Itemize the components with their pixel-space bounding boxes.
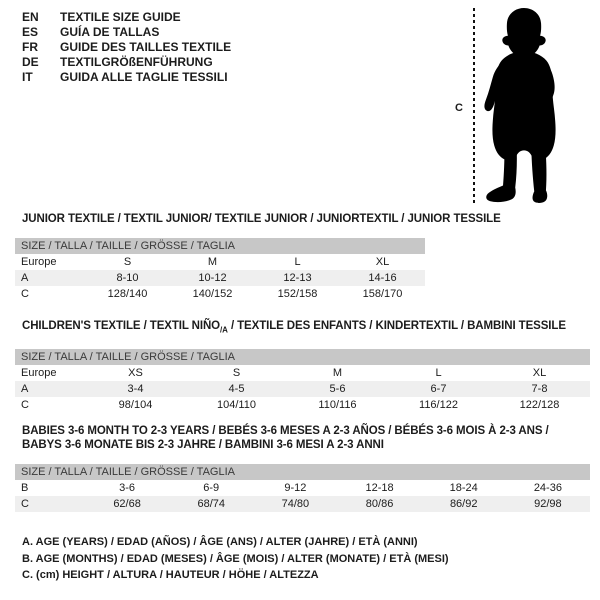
lang-row-fr [22, 40, 231, 55]
table-cell: L [435, 367, 442, 380]
lang-label: TEXTILE SIZE GUIDE [60, 10, 181, 24]
size-header-row [15, 238, 425, 254]
table-cell: 140/152 [192, 288, 233, 300]
junior-table-title: JUNIOR TEXTILE / TEXTIL JUNIOR/ TEXTILE JUNIOR / JUNIORTEXTIL / JUNIOR TESSILE [22, 213, 501, 225]
table-cell: 14-16 [340, 270, 425, 286]
table-cell: 74/80 [253, 496, 337, 512]
lang-row-en [22, 10, 231, 25]
table-cell: A [15, 270, 85, 286]
table-cell: 116/122 [419, 399, 458, 412]
size-header-row [15, 464, 590, 480]
table-cell: 12-13 [255, 270, 340, 286]
junior-textile-section [15, 212, 501, 302]
table-cell: XL [532, 367, 547, 380]
table-cell: 92/98 [506, 496, 590, 512]
table-cell: 62/68 [85, 496, 169, 512]
height-marker-label: C [455, 102, 463, 114]
table-cell: 10-12 [170, 270, 255, 286]
size-header-label: SIZE / TALLA / TAILLE / GRÖSSE / TAGLIA [15, 349, 590, 365]
table-cell: 4-5 [186, 381, 287, 397]
legend-notes [22, 534, 449, 584]
junior-size-table [15, 238, 425, 302]
table-cell: A [15, 381, 85, 397]
table-cell: C [21, 399, 29, 412]
size-header-label: SIZE / TALLA / TAILLE / GRÖSSE / TAGLIA [15, 238, 425, 254]
children-title-post: / TEXTILE DES ENFANTS / KINDERTEXTIL / BAMBINI TESSILE [227, 320, 566, 332]
table-cell: XS [128, 367, 143, 380]
table-cell: C [15, 496, 85, 512]
table-cell: 7-8 [489, 381, 590, 397]
lang-row-it [22, 70, 231, 85]
table-cell: S [123, 256, 132, 268]
note-c: C. (cm) HEIGHT / ALTURA / HAUTEUR / HÖHE / ALTEZZA [22, 569, 319, 581]
table-cell: B [21, 482, 29, 494]
table-cell: M [207, 256, 218, 268]
lang-code: IT [22, 70, 33, 84]
table-row [15, 286, 425, 302]
table-cell: 68/74 [169, 496, 253, 512]
table-row [15, 270, 425, 286]
table-cell: L [294, 256, 301, 268]
table-cell: S [232, 367, 241, 380]
table-cell: 24-36 [533, 482, 562, 494]
lang-code: EN [22, 10, 39, 24]
size-header-row [15, 349, 590, 365]
height-figure [450, 0, 595, 215]
table-cell: 18-24 [449, 482, 478, 494]
babies-size-table [15, 464, 590, 512]
table-cell: 9-12 [284, 482, 307, 494]
lang-code: FR [22, 40, 38, 54]
table-row [15, 381, 590, 397]
table-cell: 3-6 [119, 482, 136, 494]
lang-row-de [22, 55, 231, 70]
table-cell: 80/86 [337, 496, 421, 512]
note-b: B. AGE (MONTHS) / EDAD (MESES) / ÂGE (MOIS) / ALTER (MONATE) / ETÀ (MESI) [22, 552, 449, 565]
babies-table-title-line2: BABYS 3-6 MONATE BIS 2-3 JAHRE / BAMBINI 3-6 MESI A 2-3 ANNI [22, 439, 384, 451]
babies-table-title-line1: BABIES 3-6 MONTH TO 2-3 YEARS / BEBÉS 3-6 MESES A 2-3 AÑOS / BÉBÉS 3-6 MOIS À 2-3 ANS / [22, 425, 549, 437]
language-title-block [22, 10, 231, 85]
babies-textile-section [15, 424, 590, 512]
table-cell: Europe [21, 256, 57, 268]
table-cell: 110/116 [318, 399, 357, 412]
lang-label: TEXTILGRÖßENFÜHRUNG [60, 55, 213, 69]
children-title-sub: /A [220, 325, 228, 335]
lang-label: GUÍA DE TALLAS [60, 25, 160, 39]
table-cell: 6-7 [388, 381, 489, 397]
table-cell: 5-6 [287, 381, 388, 397]
table-cell: XL [375, 256, 390, 268]
table-row [15, 254, 425, 270]
table-cell: 152/158 [277, 288, 318, 300]
lang-code: DE [22, 55, 39, 69]
table-cell: 128/140 [107, 288, 148, 300]
note-a: A. AGE (YEARS) / EDAD (AÑOS) / ÂGE (ANS) / ALTER (JAHRE) / ETÀ (ANNI) [22, 536, 418, 548]
table-cell: 8-10 [85, 270, 170, 286]
table-cell: 104/110 [217, 399, 256, 412]
children-size-table [15, 349, 590, 413]
lang-label: GUIDA ALLE TAGLIE TESSILI [60, 70, 228, 84]
table-row [15, 480, 590, 496]
lang-row-es [22, 25, 231, 40]
table-cell: 86/92 [422, 496, 506, 512]
size-header-label: SIZE / TALLA / TAILLE / GRÖSSE / TAGLIA [15, 464, 590, 480]
dashed-height-line [473, 8, 475, 206]
table-row [15, 397, 590, 413]
table-cell: 158/170 [362, 288, 403, 300]
table-cell: 98/104 [118, 399, 153, 412]
table-row [15, 365, 590, 381]
lang-code: ES [22, 25, 39, 39]
children-title-pre: CHILDREN'S TEXTILE / TEXTIL NIÑO [22, 320, 221, 332]
table-cell: 122/128 [519, 399, 560, 412]
table-cell: M [332, 367, 343, 380]
children-table-title [22, 319, 590, 337]
lang-label: GUIDE DES TAILLES TEXTILE [60, 40, 232, 54]
baby-silhouette-icon [480, 6, 568, 205]
children-textile-section [15, 319, 590, 413]
table-cell: 6-9 [203, 482, 220, 494]
table-cell: 3-4 [85, 381, 186, 397]
table-cell: Europe [21, 367, 57, 380]
table-cell: 12-18 [365, 482, 394, 494]
table-row [15, 496, 590, 512]
table-cell: C [21, 288, 29, 300]
